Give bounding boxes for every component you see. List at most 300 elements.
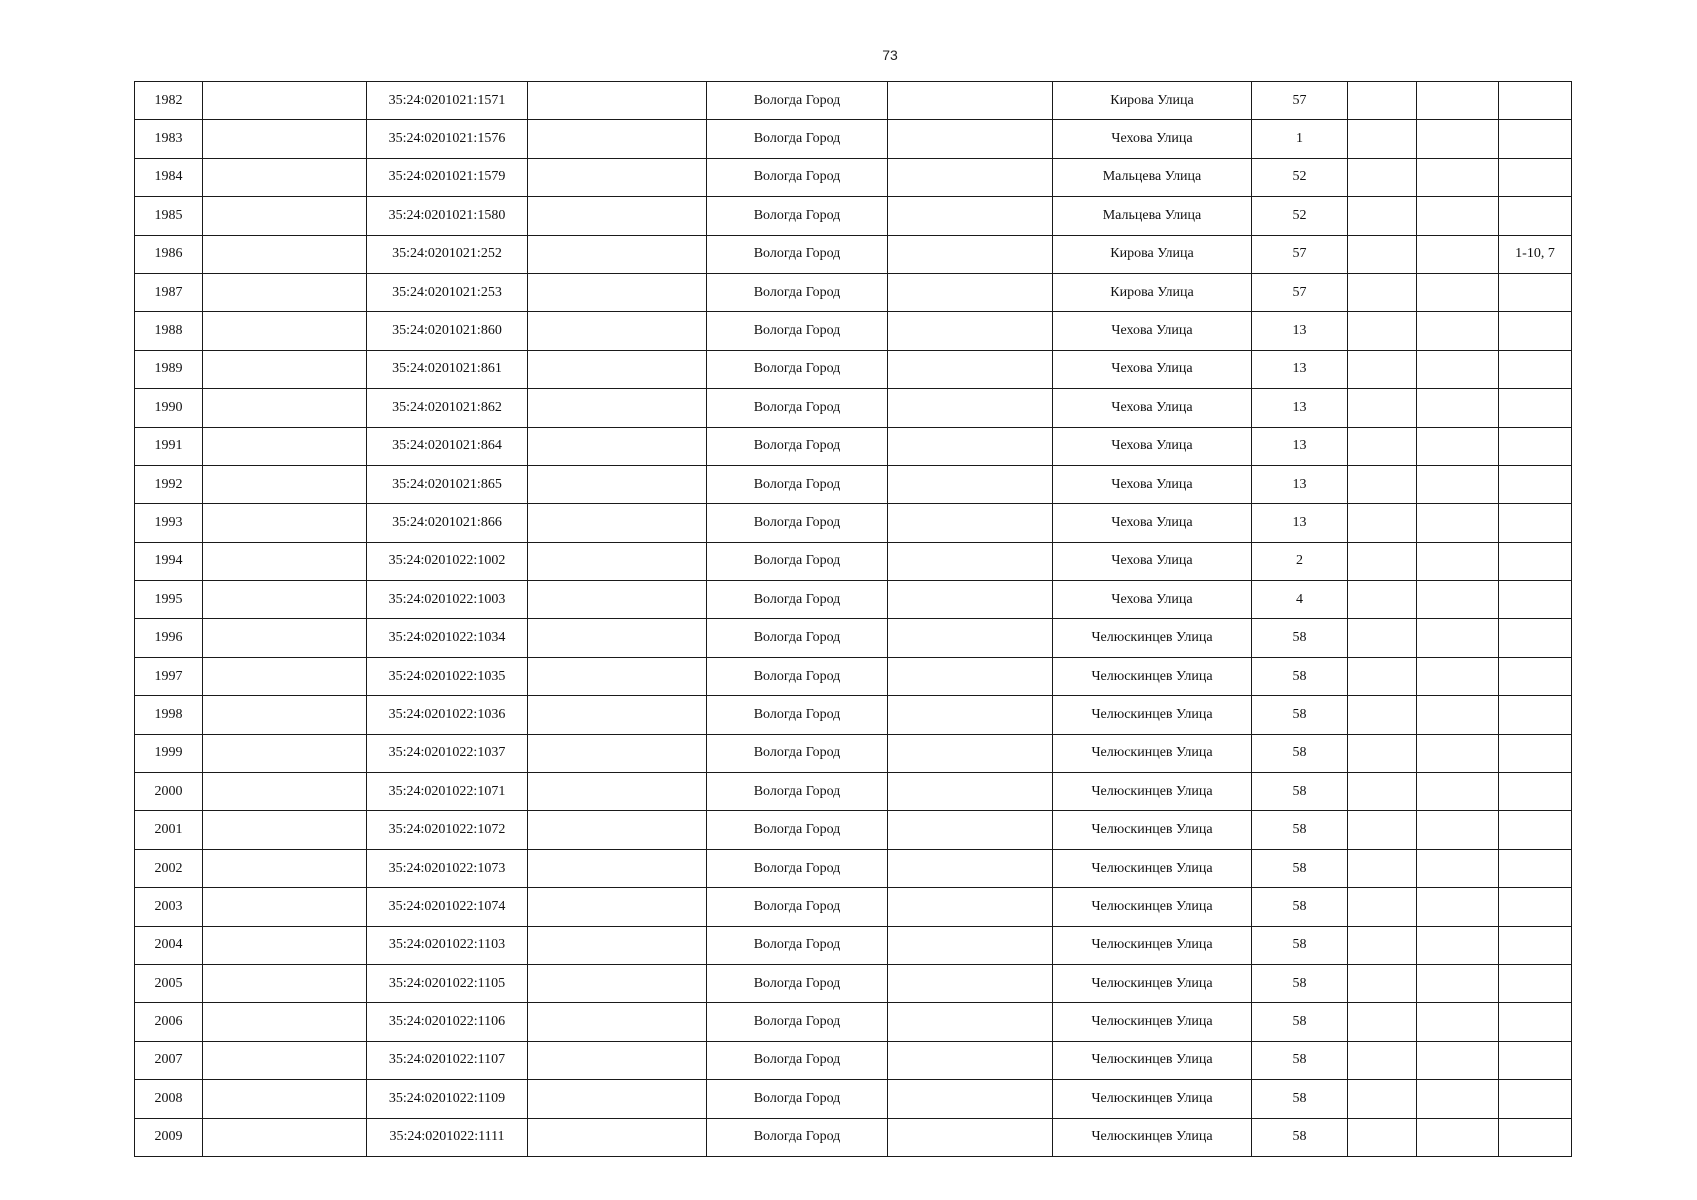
house-number-cell: 58 <box>1252 696 1348 734</box>
row-number-cell: 1986 <box>135 235 203 273</box>
settlement-cell: Вологда Город <box>707 82 888 120</box>
street-cell: Мальцева Улица <box>1053 158 1252 196</box>
apartment-cell <box>1499 427 1572 465</box>
table-row <box>135 1080 1572 1118</box>
cadastral-number-cell: 35:24:0201022:1036 <box>367 696 528 734</box>
row-number-cell: 2006 <box>135 1003 203 1041</box>
empty-cell <box>528 197 707 235</box>
empty-cell <box>888 773 1053 811</box>
empty-cell <box>1348 235 1417 273</box>
settlement-cell: Вологда Город <box>707 696 888 734</box>
empty-cell <box>1417 542 1499 580</box>
empty-cell <box>203 849 367 887</box>
registry-table-body <box>135 82 1572 1157</box>
empty-cell <box>1348 273 1417 311</box>
empty-cell <box>203 811 367 849</box>
house-number-cell: 13 <box>1252 350 1348 388</box>
house-number-cell: 13 <box>1252 504 1348 542</box>
empty-cell <box>528 273 707 311</box>
apartment-cell <box>1499 657 1572 695</box>
street-cell: Чехова Улица <box>1053 581 1252 619</box>
table-row <box>135 734 1572 772</box>
apartment-cell <box>1499 273 1572 311</box>
settlement-cell: Вологда Город <box>707 389 888 427</box>
house-number-cell: 1 <box>1252 120 1348 158</box>
cadastral-number-cell: 35:24:0201022:1105 <box>367 964 528 1002</box>
house-number-cell: 13 <box>1252 312 1348 350</box>
empty-cell <box>888 888 1053 926</box>
empty-cell <box>528 1080 707 1118</box>
empty-cell <box>528 888 707 926</box>
settlement-cell: Вологда Город <box>707 964 888 1002</box>
settlement-cell: Вологда Город <box>707 657 888 695</box>
row-number-cell: 1989 <box>135 350 203 388</box>
table-row <box>135 849 1572 887</box>
empty-cell <box>1417 811 1499 849</box>
table-row <box>135 657 1572 695</box>
empty-cell <box>1348 542 1417 580</box>
empty-cell <box>1348 158 1417 196</box>
empty-cell <box>203 273 367 311</box>
cadastral-number-cell: 35:24:0201022:1071 <box>367 773 528 811</box>
empty-cell <box>1348 465 1417 503</box>
empty-cell <box>1348 773 1417 811</box>
apartment-cell <box>1499 811 1572 849</box>
empty-cell <box>888 504 1053 542</box>
cadastral-number-cell: 35:24:0201021:864 <box>367 427 528 465</box>
cadastral-number-cell: 35:24:0201021:252 <box>367 235 528 273</box>
cadastral-number-cell: 35:24:0201022:1074 <box>367 888 528 926</box>
row-number-cell: 2007 <box>135 1041 203 1079</box>
house-number-cell: 13 <box>1252 389 1348 427</box>
empty-cell <box>1348 82 1417 120</box>
empty-cell <box>528 657 707 695</box>
street-cell: Кирова Улица <box>1053 82 1252 120</box>
apartment-cell <box>1499 350 1572 388</box>
street-cell: Чехова Улица <box>1053 427 1252 465</box>
empty-cell <box>1417 465 1499 503</box>
empty-cell <box>888 811 1053 849</box>
empty-cell <box>1348 734 1417 772</box>
empty-cell <box>528 465 707 503</box>
apartment-cell <box>1499 1118 1572 1156</box>
empty-cell <box>528 389 707 427</box>
registry-table <box>134 81 1572 1157</box>
settlement-cell: Вологда Город <box>707 849 888 887</box>
house-number-cell: 57 <box>1252 273 1348 311</box>
table-row <box>135 197 1572 235</box>
empty-cell <box>1348 696 1417 734</box>
apartment-cell <box>1499 849 1572 887</box>
house-number-cell: 57 <box>1252 235 1348 273</box>
empty-cell <box>888 197 1053 235</box>
house-number-cell: 58 <box>1252 811 1348 849</box>
house-number-cell: 58 <box>1252 773 1348 811</box>
street-cell: Челюскинцев Улица <box>1053 773 1252 811</box>
empty-cell <box>1417 1041 1499 1079</box>
empty-cell <box>528 619 707 657</box>
house-number-cell: 58 <box>1252 657 1348 695</box>
empty-cell <box>1417 734 1499 772</box>
row-number-cell: 2005 <box>135 964 203 1002</box>
cadastral-number-cell: 35:24:0201021:862 <box>367 389 528 427</box>
settlement-cell: Вологда Город <box>707 350 888 388</box>
cadastral-number-cell: 35:24:0201021:861 <box>367 350 528 388</box>
empty-cell <box>1417 657 1499 695</box>
house-number-cell: 2 <box>1252 542 1348 580</box>
empty-cell <box>203 235 367 273</box>
cadastral-number-cell: 35:24:0201021:1576 <box>367 120 528 158</box>
empty-cell <box>1417 235 1499 273</box>
empty-cell <box>1348 389 1417 427</box>
empty-cell <box>1348 1003 1417 1041</box>
row-number-cell: 1995 <box>135 581 203 619</box>
empty-cell <box>1417 926 1499 964</box>
apartment-cell <box>1499 888 1572 926</box>
empty-cell <box>1417 427 1499 465</box>
settlement-cell: Вологда Город <box>707 811 888 849</box>
row-number-cell: 1997 <box>135 657 203 695</box>
empty-cell <box>888 82 1053 120</box>
cadastral-number-cell: 35:24:0201022:1035 <box>367 657 528 695</box>
empty-cell <box>888 1118 1053 1156</box>
house-number-cell: 58 <box>1252 1003 1348 1041</box>
empty-cell <box>528 581 707 619</box>
row-number-cell: 1996 <box>135 619 203 657</box>
house-number-cell: 4 <box>1252 581 1348 619</box>
empty-cell <box>528 1003 707 1041</box>
empty-cell <box>1417 197 1499 235</box>
house-number-cell: 13 <box>1252 465 1348 503</box>
street-cell: Челюскинцев Улица <box>1053 1003 1252 1041</box>
settlement-cell: Вологда Город <box>707 1118 888 1156</box>
empty-cell <box>203 964 367 1002</box>
empty-cell <box>1417 696 1499 734</box>
empty-cell <box>1417 120 1499 158</box>
settlement-cell: Вологда Город <box>707 427 888 465</box>
empty-cell <box>528 849 707 887</box>
empty-cell <box>528 926 707 964</box>
house-number-cell: 58 <box>1252 619 1348 657</box>
empty-cell <box>203 619 367 657</box>
empty-cell <box>203 542 367 580</box>
empty-cell <box>888 350 1053 388</box>
empty-cell <box>528 235 707 273</box>
street-cell: Чехова Улица <box>1053 542 1252 580</box>
settlement-cell: Вологда Город <box>707 619 888 657</box>
empty-cell <box>203 82 367 120</box>
row-number-cell: 1994 <box>135 542 203 580</box>
settlement-cell: Вологда Город <box>707 1080 888 1118</box>
street-cell: Чехова Улица <box>1053 389 1252 427</box>
empty-cell <box>1417 273 1499 311</box>
empty-cell <box>888 389 1053 427</box>
house-number-cell: 58 <box>1252 926 1348 964</box>
row-number-cell: 2002 <box>135 849 203 887</box>
row-number-cell: 1985 <box>135 197 203 235</box>
cadastral-number-cell: 35:24:0201022:1107 <box>367 1041 528 1079</box>
table-row <box>135 427 1572 465</box>
empty-cell <box>1417 1080 1499 1118</box>
empty-cell <box>203 926 367 964</box>
cadastral-number-cell: 35:24:0201022:1002 <box>367 542 528 580</box>
street-cell: Челюскинцев Улица <box>1053 964 1252 1002</box>
empty-cell <box>203 1003 367 1041</box>
empty-cell <box>203 389 367 427</box>
apartment-cell <box>1499 465 1572 503</box>
empty-cell <box>1348 1080 1417 1118</box>
empty-cell <box>888 581 1053 619</box>
street-cell: Кирова Улица <box>1053 235 1252 273</box>
street-cell: Челюскинцев Улица <box>1053 619 1252 657</box>
empty-cell <box>528 82 707 120</box>
empty-cell <box>1348 888 1417 926</box>
empty-cell <box>528 542 707 580</box>
empty-cell <box>1348 811 1417 849</box>
empty-cell <box>1348 197 1417 235</box>
row-number-cell: 2004 <box>135 926 203 964</box>
empty-cell <box>528 734 707 772</box>
cadastral-number-cell: 35:24:0201022:1037 <box>367 734 528 772</box>
empty-cell <box>203 1118 367 1156</box>
street-cell: Чехова Улица <box>1053 120 1252 158</box>
apartment-cell <box>1499 542 1572 580</box>
row-number-cell: 1992 <box>135 465 203 503</box>
table-row <box>135 504 1572 542</box>
settlement-cell: Вологда Город <box>707 504 888 542</box>
cadastral-number-cell: 35:24:0201022:1103 <box>367 926 528 964</box>
cadastral-number-cell: 35:24:0201022:1073 <box>367 849 528 887</box>
empty-cell <box>1348 504 1417 542</box>
table-row <box>135 235 1572 273</box>
empty-cell <box>528 504 707 542</box>
house-number-cell: 58 <box>1252 888 1348 926</box>
row-number-cell: 2009 <box>135 1118 203 1156</box>
settlement-cell: Вологда Город <box>707 273 888 311</box>
table-row <box>135 542 1572 580</box>
table-row <box>135 581 1572 619</box>
empty-cell <box>528 120 707 158</box>
empty-cell <box>1348 657 1417 695</box>
empty-cell <box>888 657 1053 695</box>
apartment-cell <box>1499 197 1572 235</box>
house-number-cell: 57 <box>1252 82 1348 120</box>
empty-cell <box>203 734 367 772</box>
settlement-cell: Вологда Город <box>707 773 888 811</box>
empty-cell <box>888 235 1053 273</box>
settlement-cell: Вологда Город <box>707 158 888 196</box>
table-row <box>135 273 1572 311</box>
settlement-cell: Вологда Город <box>707 1003 888 1041</box>
table-row <box>135 389 1572 427</box>
apartment-cell <box>1499 158 1572 196</box>
empty-cell <box>888 1080 1053 1118</box>
table-row <box>135 926 1572 964</box>
empty-cell <box>203 773 367 811</box>
cadastral-number-cell: 35:24:0201021:1580 <box>367 197 528 235</box>
empty-cell <box>203 465 367 503</box>
table-row <box>135 120 1572 158</box>
empty-cell <box>203 350 367 388</box>
apartment-cell <box>1499 696 1572 734</box>
row-number-cell: 1984 <box>135 158 203 196</box>
empty-cell <box>1348 1118 1417 1156</box>
empty-cell <box>888 427 1053 465</box>
empty-cell <box>203 657 367 695</box>
street-cell: Мальцева Улица <box>1053 197 1252 235</box>
house-number-cell: 52 <box>1252 197 1348 235</box>
table-row <box>135 158 1572 196</box>
empty-cell <box>1348 350 1417 388</box>
empty-cell <box>888 734 1053 772</box>
street-cell: Челюскинцев Улица <box>1053 657 1252 695</box>
row-number-cell: 2000 <box>135 773 203 811</box>
street-cell: Челюскинцев Улица <box>1053 888 1252 926</box>
empty-cell <box>1348 312 1417 350</box>
empty-cell <box>1417 888 1499 926</box>
empty-cell <box>203 1080 367 1118</box>
cadastral-number-cell: 35:24:0201021:865 <box>367 465 528 503</box>
apartment-cell <box>1499 389 1572 427</box>
house-number-cell: 58 <box>1252 964 1348 1002</box>
settlement-cell: Вологда Город <box>707 465 888 503</box>
empty-cell <box>1348 427 1417 465</box>
house-number-cell: 58 <box>1252 1041 1348 1079</box>
settlement-cell: Вологда Город <box>707 542 888 580</box>
cadastral-number-cell: 35:24:0201021:860 <box>367 312 528 350</box>
page-number: 73 <box>882 47 898 63</box>
empty-cell <box>888 542 1053 580</box>
empty-cell <box>203 197 367 235</box>
empty-cell <box>528 312 707 350</box>
table-row <box>135 619 1572 657</box>
apartment-cell: 1-10, 7 <box>1499 235 1572 273</box>
apartment-cell <box>1499 82 1572 120</box>
row-number-cell: 1998 <box>135 696 203 734</box>
empty-cell <box>1348 120 1417 158</box>
apartment-cell <box>1499 964 1572 1002</box>
empty-cell <box>1348 581 1417 619</box>
apartment-cell <box>1499 619 1572 657</box>
empty-cell <box>203 888 367 926</box>
apartment-cell <box>1499 1041 1572 1079</box>
table-row <box>135 811 1572 849</box>
table-row <box>135 1118 1572 1156</box>
empty-cell <box>528 811 707 849</box>
table-row <box>135 696 1572 734</box>
empty-cell <box>528 427 707 465</box>
apartment-cell <box>1499 504 1572 542</box>
settlement-cell: Вологда Город <box>707 926 888 964</box>
empty-cell <box>1417 1118 1499 1156</box>
apartment-cell <box>1499 581 1572 619</box>
street-cell: Челюскинцев Улица <box>1053 696 1252 734</box>
empty-cell <box>1417 82 1499 120</box>
table-row <box>135 1003 1572 1041</box>
empty-cell <box>528 773 707 811</box>
apartment-cell <box>1499 120 1572 158</box>
street-cell: Челюскинцев Улица <box>1053 1118 1252 1156</box>
settlement-cell: Вологда Город <box>707 235 888 273</box>
empty-cell <box>1348 849 1417 887</box>
street-cell: Челюскинцев Улица <box>1053 811 1252 849</box>
row-number-cell: 1987 <box>135 273 203 311</box>
cadastral-number-cell: 35:24:0201022:1106 <box>367 1003 528 1041</box>
empty-cell <box>528 350 707 388</box>
row-number-cell: 1982 <box>135 82 203 120</box>
empty-cell <box>1417 158 1499 196</box>
empty-cell <box>203 312 367 350</box>
empty-cell <box>888 273 1053 311</box>
empty-cell <box>1348 619 1417 657</box>
cadastral-number-cell: 35:24:0201021:866 <box>367 504 528 542</box>
table-row <box>135 82 1572 120</box>
empty-cell <box>888 696 1053 734</box>
empty-cell <box>203 1041 367 1079</box>
house-number-cell: 13 <box>1252 427 1348 465</box>
house-number-cell: 58 <box>1252 1080 1348 1118</box>
empty-cell <box>1417 1003 1499 1041</box>
row-number-cell: 1990 <box>135 389 203 427</box>
empty-cell <box>528 1118 707 1156</box>
row-number-cell: 1993 <box>135 504 203 542</box>
settlement-cell: Вологда Город <box>707 581 888 619</box>
empty-cell <box>1417 773 1499 811</box>
street-cell: Челюскинцев Улица <box>1053 926 1252 964</box>
empty-cell <box>203 696 367 734</box>
empty-cell <box>1348 1041 1417 1079</box>
settlement-cell: Вологда Город <box>707 120 888 158</box>
empty-cell <box>888 465 1053 503</box>
empty-cell <box>888 312 1053 350</box>
apartment-cell <box>1499 312 1572 350</box>
settlement-cell: Вологда Город <box>707 888 888 926</box>
row-number-cell: 2003 <box>135 888 203 926</box>
row-number-cell: 1991 <box>135 427 203 465</box>
empty-cell <box>888 158 1053 196</box>
empty-cell <box>1417 964 1499 1002</box>
apartment-cell <box>1499 734 1572 772</box>
empty-cell <box>888 1003 1053 1041</box>
street-cell: Чехова Улица <box>1053 350 1252 388</box>
empty-cell <box>1348 964 1417 1002</box>
apartment-cell <box>1499 1003 1572 1041</box>
house-number-cell: 52 <box>1252 158 1348 196</box>
empty-cell <box>888 1041 1053 1079</box>
empty-cell <box>1417 350 1499 388</box>
row-number-cell: 1988 <box>135 312 203 350</box>
settlement-cell: Вологда Город <box>707 312 888 350</box>
empty-cell <box>888 926 1053 964</box>
table-row <box>135 964 1572 1002</box>
table-row <box>135 350 1572 388</box>
table-row <box>135 465 1572 503</box>
cadastral-number-cell: 35:24:0201022:1003 <box>367 581 528 619</box>
cadastral-number-cell: 35:24:0201021:1571 <box>367 82 528 120</box>
empty-cell <box>1417 389 1499 427</box>
empty-cell <box>203 504 367 542</box>
empty-cell <box>528 964 707 1002</box>
settlement-cell: Вологда Город <box>707 734 888 772</box>
empty-cell <box>888 964 1053 1002</box>
row-number-cell: 1999 <box>135 734 203 772</box>
table-row <box>135 312 1572 350</box>
apartment-cell <box>1499 1080 1572 1118</box>
street-cell: Чехова Улица <box>1053 504 1252 542</box>
empty-cell <box>528 696 707 734</box>
empty-cell <box>203 427 367 465</box>
row-number-cell: 2001 <box>135 811 203 849</box>
